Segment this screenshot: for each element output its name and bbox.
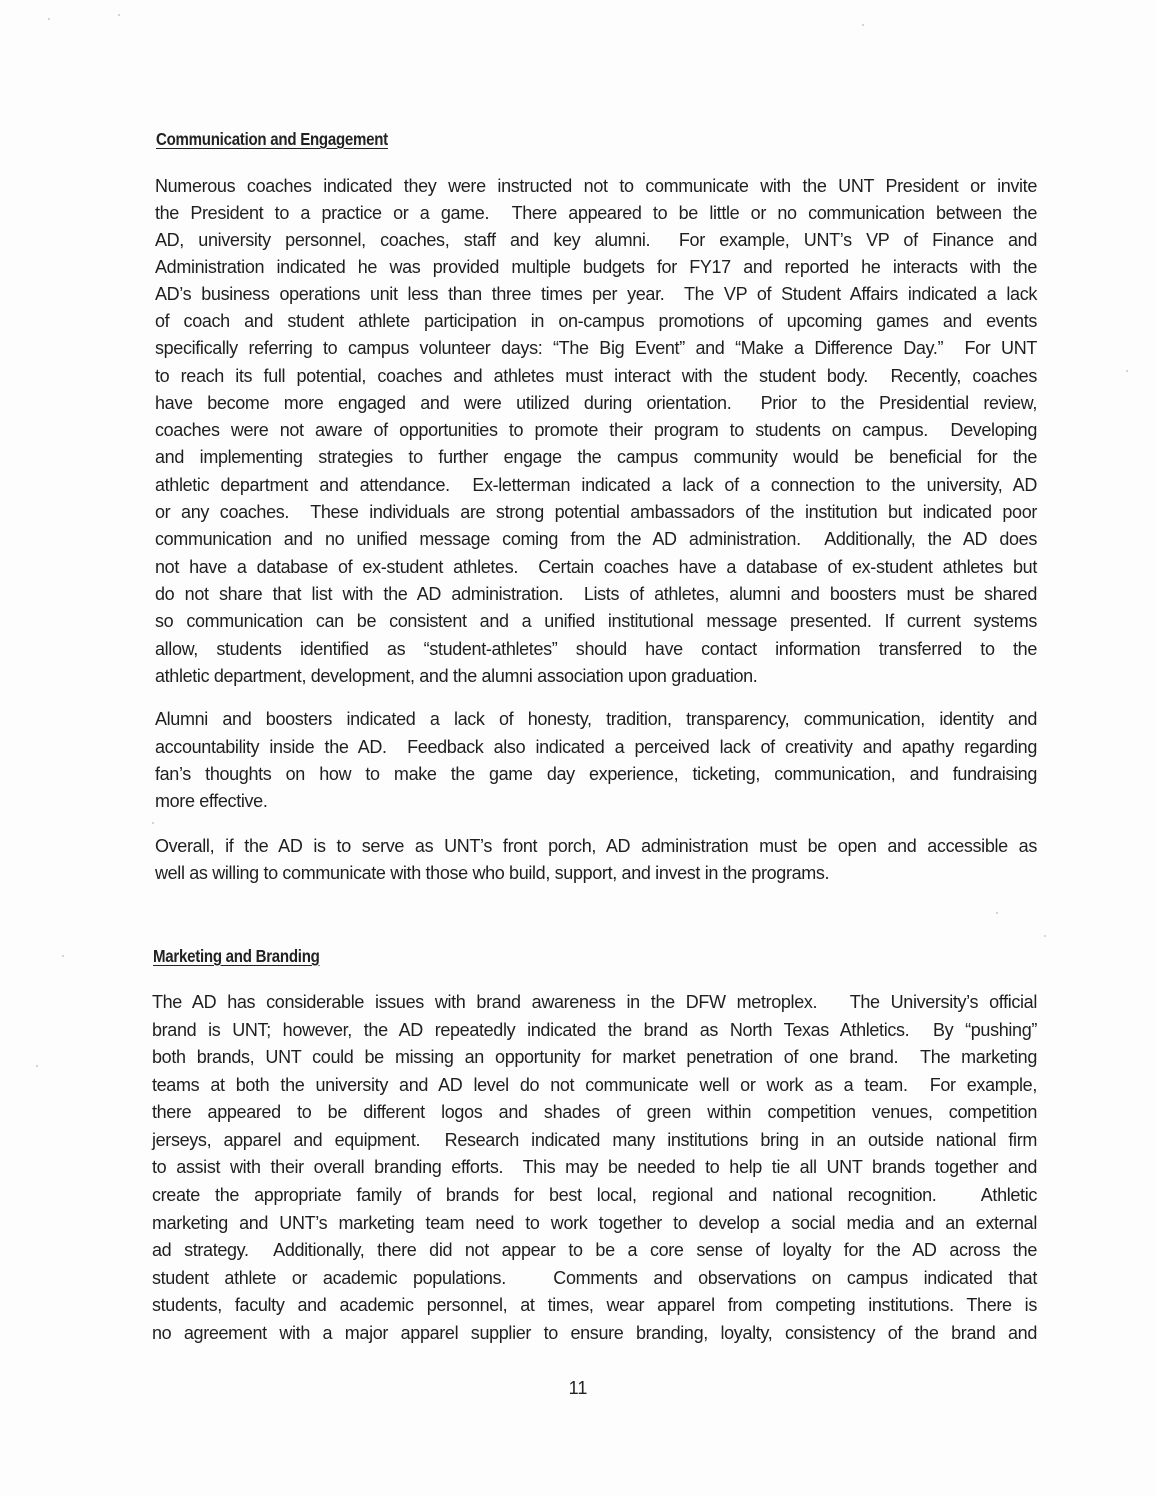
text-line: AD, university personnel, coaches, staff and key alumni. For example, UNT’s VP of Finance and: [155, 230, 1037, 250]
scan-speck: [152, 822, 154, 824]
scan-speck: [36, 1065, 38, 1067]
scan-speck: [1126, 370, 1128, 372]
text-line: create the appropriate family of brands for best local, regional and national recognition. Athletic: [152, 1185, 1037, 1205]
text-line: marketing and UNT’s marketing team need to work together to develop a social media and an external: [152, 1213, 1037, 1233]
text-line: to reach its full potential, coaches and athletes must interact with the student body. Recently, coaches: [155, 366, 1037, 386]
text-line: both brands, UNT could be missing an opportunity for market penetration of one brand. The marketing: [152, 1047, 1037, 1067]
text-line: Alumni and boosters indicated a lack of honesty, tradition, transparency, communication, identity and: [155, 709, 1037, 729]
text-line: students, faculty and academic personnel, at times, wear apparel from competing institutions. There is: [152, 1295, 1037, 1315]
text-line: have become more engaged and were utilized during orientation. Prior to the Presidential review,: [155, 393, 1037, 413]
text-line: Overall, if the AD is to serve as UNT’s front porch, AD administration must be open and accessible as: [155, 836, 1037, 856]
scan-speck: [62, 955, 64, 957]
text-line: the President to a practice or a game. There appeared to be little or no communication between the: [155, 203, 1037, 223]
text-line: specifically referring to campus volunteer days: “The Big Event” and “Make a Difference Day.” For UNT: [155, 338, 1037, 358]
text-line: teams at both the university and AD level do not communicate well or work as a team. For example,: [152, 1075, 1037, 1095]
text-line: of coach and student athlete participation in on-campus promotions of upcoming games and events: [155, 311, 1037, 331]
text-line: Administration indicated he was provided multiple budgets for FY17 and reported he interacts with the: [155, 257, 1037, 277]
text-line: no agreement with a major apparel supplier to ensure branding, loyalty, consistency of the brand and: [152, 1323, 1037, 1343]
text-line: communication and no unified message coming from the AD administration. Additionally, the AD does: [155, 529, 1037, 549]
text-line: so communication can be consistent and a unified institutional message presented. If current systems: [155, 611, 1037, 631]
text-line: or any coaches. These individuals are strong potential ambassadors of the institution but indicated poor: [155, 502, 1037, 522]
scan-speck: [1044, 935, 1046, 937]
text-line: The AD has considerable issues with brand awareness in the DFW metroplex. The University’s official: [152, 992, 1037, 1012]
text-line: jerseys, apparel and equipment. Research indicated many institutions bring in an outside national firm: [152, 1130, 1037, 1150]
text-line: to assist with their overall branding efforts. This may be needed to help tie all UNT brands together and: [152, 1157, 1037, 1177]
text-line: student athlete or academic populations. Comments and observations on campus indicated that: [152, 1268, 1037, 1288]
scan-speck: [862, 24, 864, 26]
text-line: accountability inside the AD. Feedback also indicated a perceived lack of creativity and apathy regarding: [155, 737, 1037, 757]
text-line: fan’s thoughts on how to make the game day experience, ticketing, communication, and fundraising: [155, 764, 1037, 784]
text-line: there appeared to be different logos and shades of green within competition venues, competition: [152, 1102, 1037, 1122]
text-line: athletic department and attendance. Ex-letterman indicated a lack of a connection to the university, AD: [155, 475, 1037, 495]
text-line: not have a database of ex-student athletes. Certain coaches have a database of ex-student athletes but: [155, 557, 1037, 577]
section-heading-communication-engagement: Communication and Engagement: [156, 129, 388, 149]
text-line: well as willing to communicate with those who build, support, and invest in the programs.: [155, 863, 830, 883]
text-line: AD’s business operations unit less than three times per year. The VP of Student Affairs indicated a lack: [155, 284, 1037, 304]
text-line: ad strategy. Additionally, there did not appear to be a core sense of loyalty for the AD across the: [152, 1240, 1037, 1260]
text-line: allow, students identified as “student-athletes” should have contact information transferred to the: [155, 639, 1037, 659]
page-number: 11: [568, 1378, 588, 1398]
text-line: do not share that list with the AD administration. Lists of athletes, alumni and boosters must be shared: [155, 584, 1037, 604]
scan-speck: [118, 14, 120, 16]
text-line: Numerous coaches indicated they were instructed not to communicate with the UNT President or invite: [155, 176, 1037, 196]
text-line: brand is UNT; however, the AD repeatedly indicated the brand as North Texas Athletics. By “pushing”: [152, 1020, 1037, 1040]
text-line: more effective.: [155, 791, 268, 811]
section-heading-marketing-branding: Marketing and Branding: [153, 946, 320, 966]
scan-speck: [996, 912, 998, 914]
text-line: athletic department, development, and the alumni association upon graduation.: [155, 666, 758, 686]
scan-speck: [48, 18, 50, 20]
text-line: coaches were not aware of opportunities to promote their program to students on campus. Developing: [155, 420, 1037, 440]
text-line: and implementing strategies to further engage the campus community would be beneficial for the: [155, 447, 1037, 467]
